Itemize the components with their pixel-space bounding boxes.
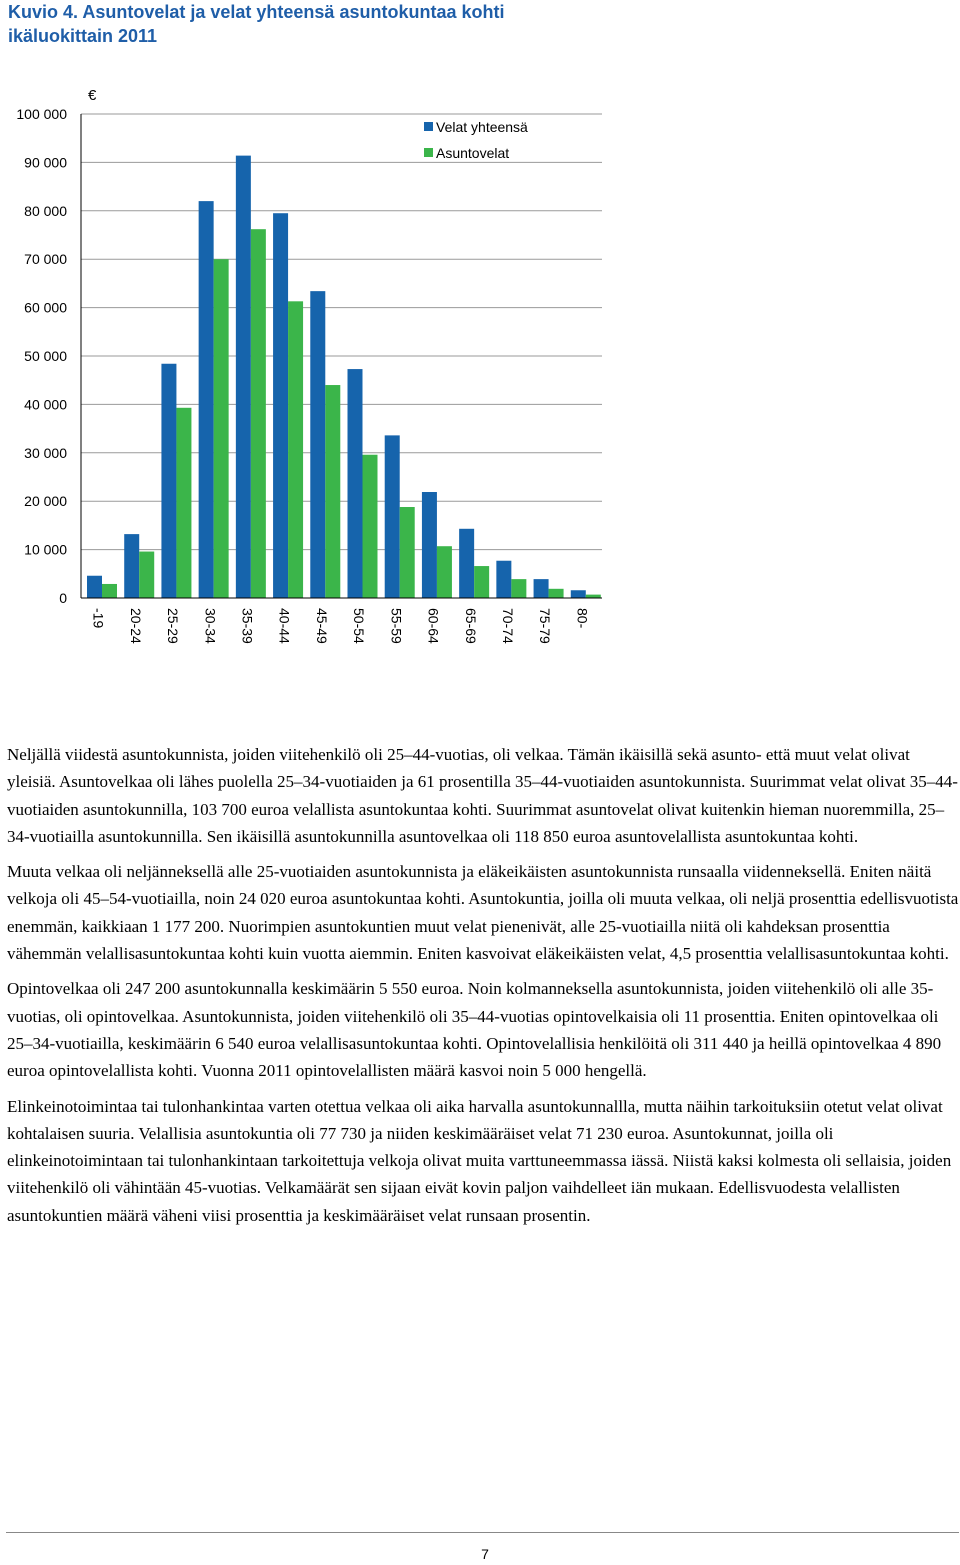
y-tick-label: 60 000	[24, 299, 67, 316]
paragraph-housing-debt: Neljällä viidestä asuntokunnista, joiden viitehenkilö oli 25–44-vuotias, oli velkaa. Tämän ikäisillä sekä asunto- että muut velat olivat yleisiä. Asuntovelkaa oli lähes puolella 25–34-vuotiaiden ja 61 prosentilla 35–44-vuotiaiden asuntokunnista. Suurimmat velat olivat 35–44-vuotiaiden asuntokunnilla, 103 700 euroa velallista asuntokuntaa kohti. Suurimmat asuntovelat olivat kuitenkin hieman nuoremmilla, 25–34-vuotiailla asuntokunnilla. Sen ikäisillä asuntokunnilla asuntovelkaa oli 118 850 euroa asuntovelallista asuntokuntaa kohti.	[7, 745, 958, 846]
bar-chart	[0, 80, 620, 660]
figure-caption-line-2: ikäluokittain 2011	[8, 26, 158, 46]
bar-velat-yhteensa-30-34	[199, 201, 214, 598]
x-tick-label: 70-74	[499, 608, 516, 644]
body-text	[7, 741, 959, 1237]
legend-label: Asuntovelat	[436, 145, 510, 161]
bar-asuntovelat-80-	[586, 595, 601, 598]
x-tick-label: 40-44	[276, 608, 293, 644]
x-tick-label: 80-	[574, 608, 591, 629]
bar-asuntovelat-25-29	[176, 408, 191, 598]
figure-caption-line-1: Kuvio 4. Asuntovelat ja velat yhteensä asuntokuntaa kohti	[8, 2, 505, 22]
bar-asuntovelat-45-49	[325, 385, 340, 598]
y-tick-labels	[16, 106, 67, 606]
y-tick-label: 40 000	[24, 396, 67, 413]
bar-asuntovelat-30-34	[214, 259, 229, 598]
bar-asuntovelat-55-59	[400, 507, 415, 598]
x-tick-label: -19	[90, 608, 107, 629]
bar-asuntovelat-35-39	[251, 229, 266, 598]
figure-caption	[8, 0, 648, 48]
bar-velat-yhteensa-60-64	[422, 492, 437, 598]
x-tick-label: 30-34	[202, 608, 219, 644]
x-tick-labels	[91, 608, 591, 644]
x-tick-label: 45-49	[313, 608, 330, 644]
paragraph-business-debt: Elinkeinotoimintaa tai tulonhankintaa varten otettua velkaa oli aika harvalla asuntokunnallla, mutta näihin tarkoituksiin otetut velat olivat kohtalaisen suuria. Velallisia asuntokuntia oli 77 730 ja niiden keskimääräiset velat 71 230 euroa. Asuntokunnat, joilla oli elinkeinotoimintaan tai tulonhankintaan tarkoitettuja velkoja olivat muita varttuneemmassa iässä. Niistä kaksi kolmesta oli sellaisia, joiden viitehenkilö oli vähintään 45-vuotias. Velkamäärät sen sijaan eivät kovin paljon vaihdelleet iän mukaan. Edellisvuodesta velallisten asuntokuntien määrä väheni viisi prosenttia ja keskimääräiset velat runsaan prosentin.	[7, 1096, 952, 1225]
bar-velat-yhteensa-80-	[571, 590, 586, 598]
bar-velat-yhteensa-65-69	[459, 529, 474, 598]
legend-swatch	[424, 148, 433, 157]
bar-asuntovelat-75-79	[549, 589, 564, 598]
bar-velat-yhteensa-40-44	[273, 213, 288, 598]
y-tick-label: 20 000	[24, 493, 67, 510]
paragraph-student-debt: Opintovelkaa oli 247 200 asuntokunnalla keskimäärin 5 550 euroa. Noin kolmanneksella asuntokunnista, joiden viitehenkilö oli alle 35-vuotias, oli opintovelkaa. Asuntokunnista, joiden viitehenkilö oli 35–44-vuotias opintovelkaisia oli 11 prosenttia. Eniten opintovelkaa oli 25–34-vuotiailla, keskimäärin 6 540 euroa velallisasuntokuntaa kohti. Opintovelallisia henkilöitä oli 311 440 ja heillä opintovelkaa 4 890 euroa opintovelallista kohti. Vuonna 2011 opintovelallisten määrä kasvoi noin 5 000 hengellä.	[7, 979, 942, 1081]
x-tick-label: 60-64	[425, 608, 442, 644]
bar-asuntovelat-20-24	[139, 552, 154, 598]
bar-asuntovelat-60-64	[437, 546, 452, 598]
y-tick-label: 90 000	[24, 154, 67, 171]
bar-velat-yhteensa-75-79	[534, 579, 549, 598]
footer-divider	[6, 1532, 959, 1533]
x-tick-label: 75-79	[537, 608, 554, 644]
y-tick-label: 50 000	[24, 348, 67, 364]
bar-velat-yhteensa-25-29	[161, 364, 176, 598]
y-tick-label: 80 000	[24, 202, 67, 219]
x-tick-label: 35-39	[239, 608, 256, 644]
bar-asuntovelat-50-54	[363, 455, 378, 598]
bar-velat-yhteensa-70-74	[496, 561, 511, 598]
bar-velat-yhteensa--19	[87, 576, 102, 598]
y-tick-label: 10 000	[24, 541, 67, 558]
x-tick-label: 20-24	[127, 608, 144, 644]
x-tick-label: 55-59	[388, 608, 405, 644]
bar-asuntovelat-65-69	[474, 566, 489, 598]
page-number: 7	[481, 1546, 489, 1562]
y-axis-unit-label: €	[88, 87, 97, 104]
paragraph-other-debt: Muuta velkaa oli neljänneksellä alle 25-vuotiaiden asuntokunnista ja eläkeikäisten asuntokunnista runsaalla viidenneksellä. Eniten näitä velkoja oli 45–54-vuotiailla, noin 24 020 euroa asuntokuntaa kohti. Asuntokuntia, joilla oli muuta velkaa, oli neljä prosenttia edellisvuotista enemmän, kaikkiaan 1 177 200. Nuorimpien asuntokuntien muut velat pienenivät, alle 25-vuotiailla niitä oli kahdeksan prosenttia vähemmän velallisasuntokuntaa kohti kuin vuotta aiemmin. Eniten kasvoivat eläkeikäisten velat, 4,5 prosenttia velallisasuntokuntaa kohti.	[7, 862, 959, 964]
legend	[424, 119, 528, 161]
bar-asuntovelat--19	[102, 584, 117, 598]
y-tick-label: 0	[59, 590, 67, 606]
bar-velat-yhteensa-50-54	[348, 369, 363, 598]
legend-swatch	[424, 122, 433, 131]
bar-velat-yhteensa-45-49	[310, 291, 325, 598]
bar-velat-yhteensa-55-59	[385, 435, 400, 598]
y-tick-label: 30 000	[24, 444, 67, 461]
bar-asuntovelat-70-74	[511, 579, 526, 598]
bar-asuntovelat-40-44	[288, 301, 303, 598]
bars	[87, 156, 601, 598]
y-tick-label: 70 000	[24, 251, 67, 268]
x-tick-label: 65-69	[462, 608, 479, 644]
bar-velat-yhteensa-35-39	[236, 156, 251, 598]
legend-label: Velat yhteensä	[436, 119, 528, 135]
grid-lines	[81, 114, 602, 550]
x-tick-label: 25-29	[165, 608, 182, 644]
y-tick-label: 100 000	[16, 106, 67, 122]
x-tick-label: 50-54	[351, 608, 368, 644]
bar-velat-yhteensa-20-24	[124, 534, 139, 598]
